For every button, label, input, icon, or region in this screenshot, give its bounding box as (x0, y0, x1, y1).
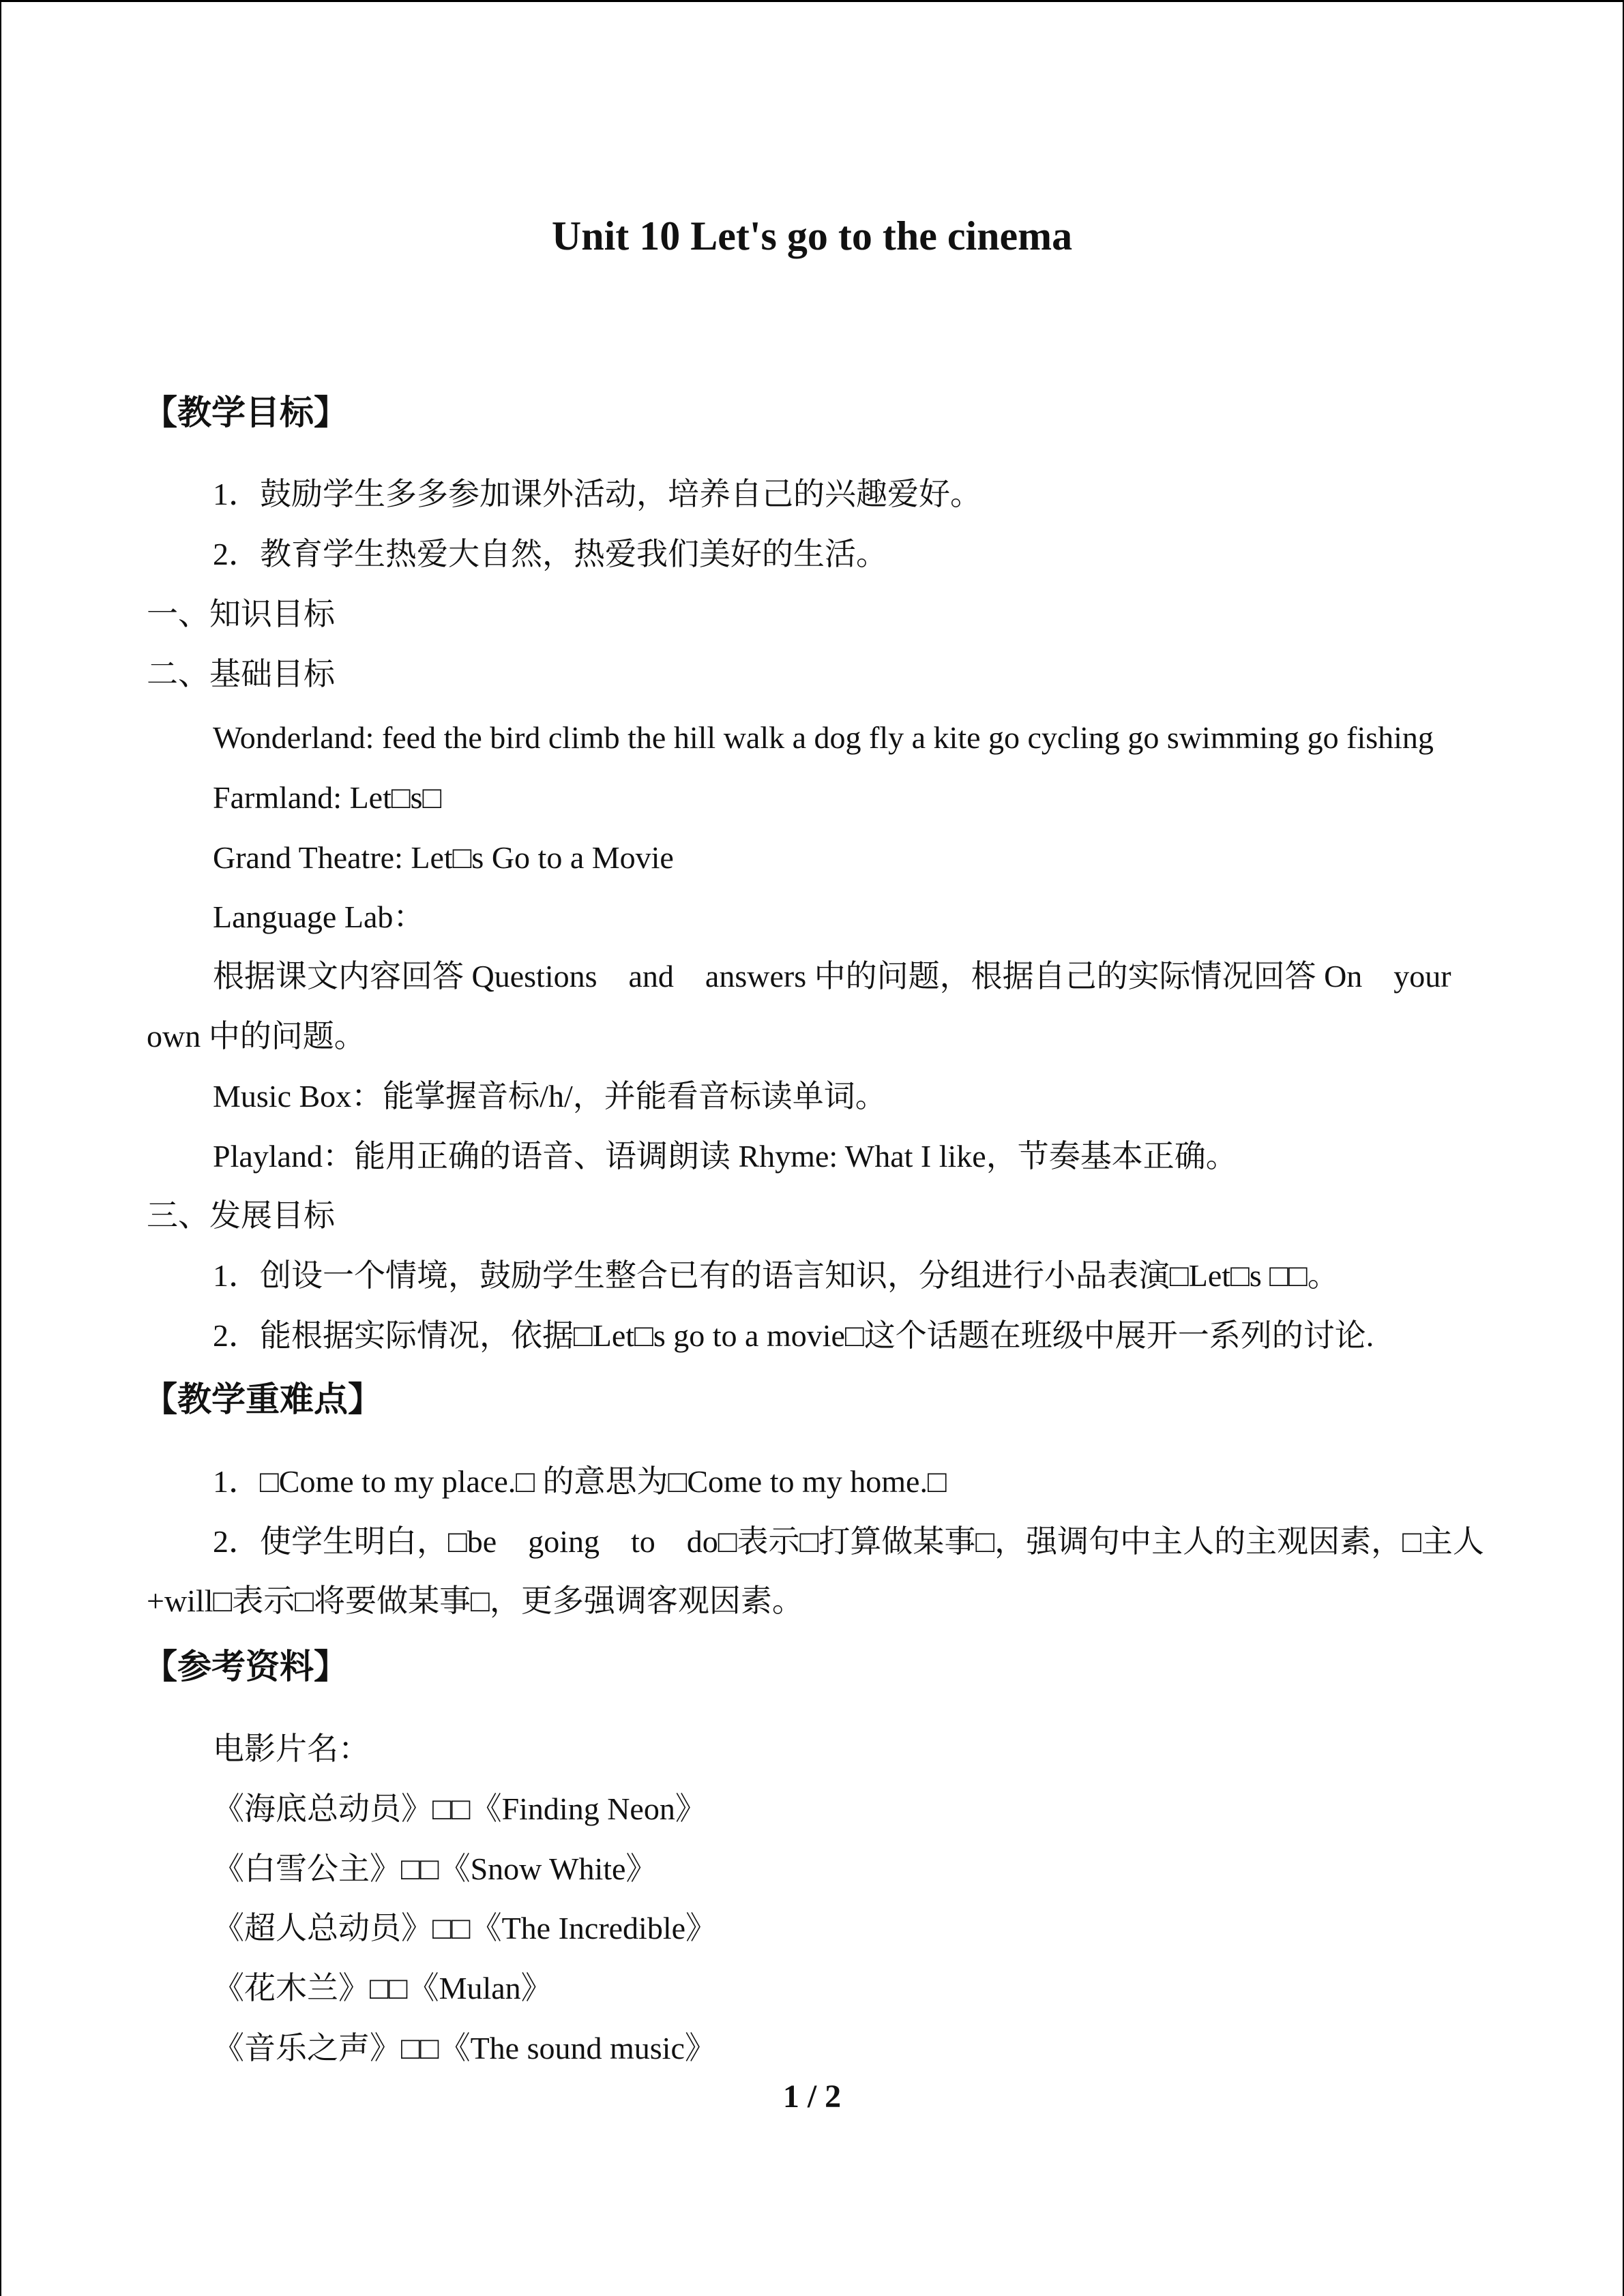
movie-title-item: 《超人总动员》□□《The Incredible》 (213, 1911, 718, 1945)
objective-item-1: 1．鼓励学生多多参加课外活动，培养自己的兴趣爱好。 (213, 477, 981, 511)
development-item-1: 1．创设一个情境，鼓励学生整合已有的语言知识，分组进行小品表演□Let□s □□。 (213, 1258, 1339, 1293)
grand-theatre-line: Grand Theatre: Let□s Go to a Movie (213, 840, 674, 875)
development-goals-heading: 三、发展目标 (147, 1198, 335, 1233)
page-number: 1 / 2 (782, 2078, 842, 2115)
objective-item-2: 2．教育学生热爱大自然，热爱我们美好的生活。 (213, 537, 887, 571)
questions-answers-line: 根据课文内容回答 Questions and answers 中的问题，根据自己的实际情况回答 On your (213, 959, 1451, 994)
key-point-1: 1．□Come to my place.□ 的意思为□Come to my home.□ (213, 1464, 947, 1499)
movie-titles-intro: 电影片名： (213, 1731, 370, 1766)
language-lab-line: Language Lab： (213, 899, 425, 934)
movie-title-item: 《音乐之声》□□《The sound music》 (213, 2031, 716, 2066)
document-title: Unit 10 Let's go to the cinema (551, 213, 1073, 258)
section-heading-references: 【参考资料】 (143, 1647, 348, 1686)
movie-title-item: 《白雪公主》□□《Snow White》 (213, 1851, 658, 1886)
key-point-2-cont: +will□表示□将要做某事□，更多强调客观因素。 (147, 1583, 803, 1618)
section-heading-objectives: 【教学目标】 (143, 393, 348, 432)
section-heading-key-points: 【教学重难点】 (143, 1380, 382, 1419)
music-box-line: Music Box：能掌握音标/h/，并能看音标读单词。 (213, 1079, 887, 1114)
key-point-2: 2．使学生明白，□be going to do□表示□打算做某事□，强调句中主人的主观因素，□主人 (213, 1524, 1484, 1559)
movie-title-item: 《海底总动员》□□《Finding Neon》 (213, 1791, 707, 1826)
development-item-2: 2．能根据实际情况，依据□Let□s go to a movie□这个话题在班级中展开一系列的讨论. (213, 1318, 1374, 1353)
questions-answers-line-cont: own 中的问题。 (147, 1019, 366, 1054)
farmland-line: Farmland: Let□s□ (213, 780, 442, 815)
movie-title-item: 《花木兰》□□《Mulan》 (213, 1971, 552, 2006)
knowledge-goals-heading: 一、知识目标 (147, 597, 335, 631)
wonderland-line: Wonderland: feed the bird climb the hill walk a dog fly a kite go cycling go swimming go fishing (213, 720, 1434, 755)
basic-goals-heading: 二、基础目标 (147, 657, 335, 691)
playland-line: Playland：能用正确的语音、语调朗读 Rhyme: What I like，节奏基本正确。 (213, 1139, 1237, 1174)
